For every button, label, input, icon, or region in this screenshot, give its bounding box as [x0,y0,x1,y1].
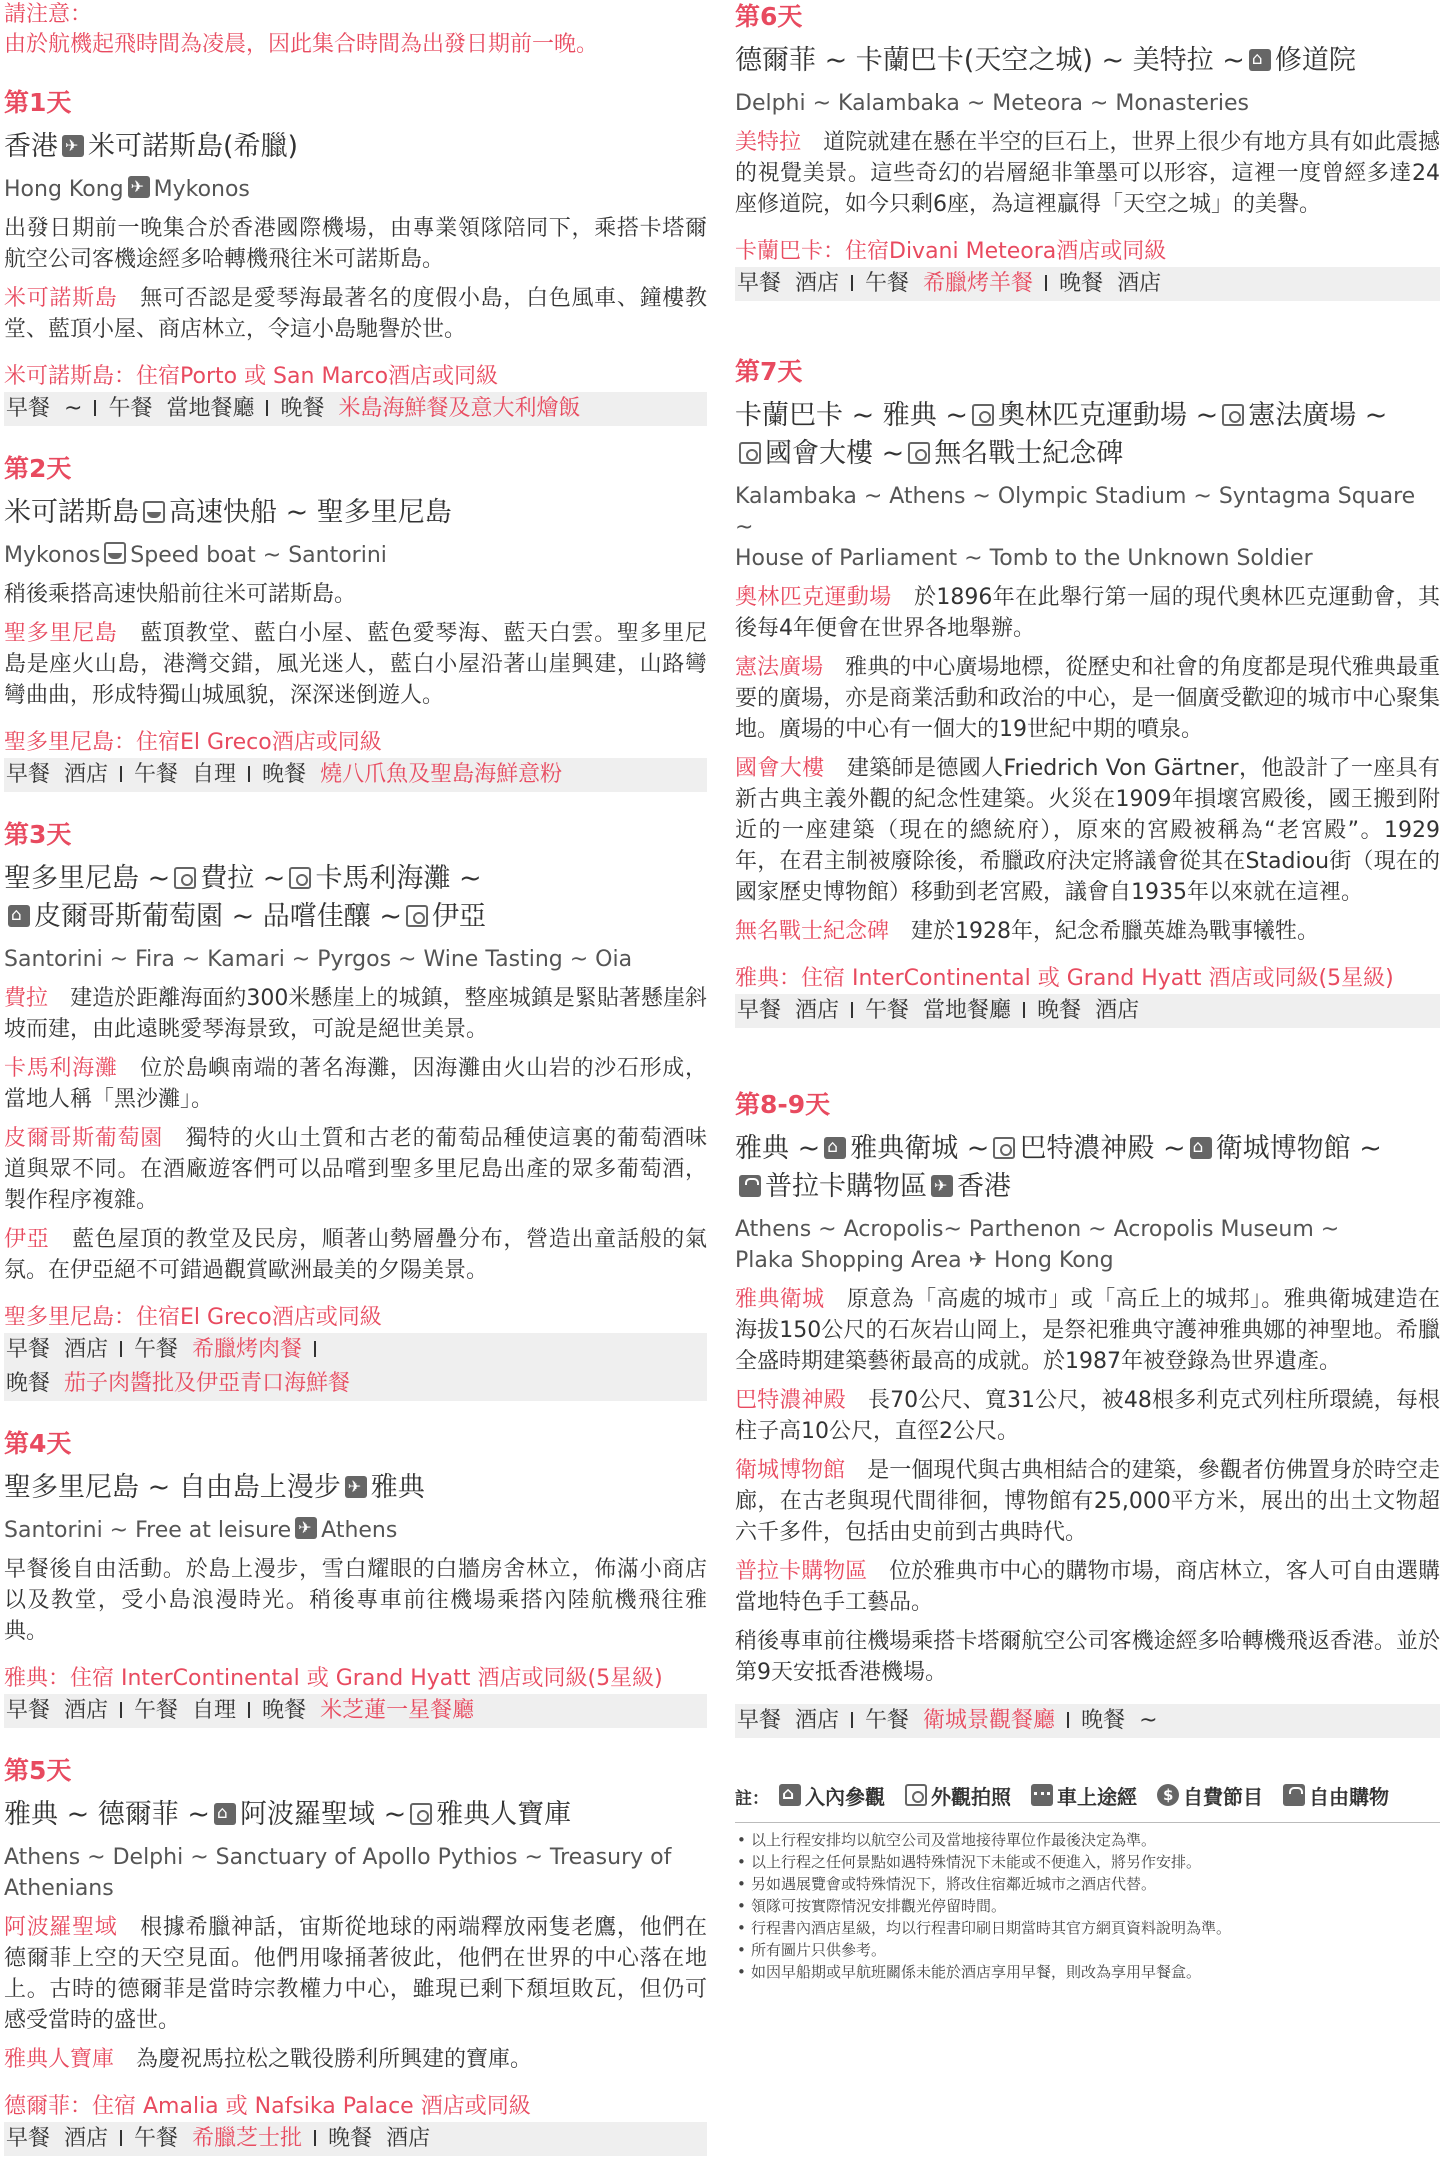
paragraph-text: 位於島嶼南端的著名海灘，因海灘由火山岩的沙石形成，當地人稱「黑沙灘」。 [4,1056,707,1112]
paragraph-text: 稍後專車前往機場乘搭卡塔爾航空公司客機途經多哈轉機飛返香港。並於第9天安抵香港機場。 [735,1629,1440,1685]
day-title: 第7天 [735,357,803,386]
meal-bar [4,392,707,426]
route-segment: Santorini ~ Free at leisure [4,1518,292,1543]
day-7-section [735,355,1440,1028]
route-segment: 米可諾斯島(希臘) [88,131,299,162]
hotel-info: 雅典：住宿 InterContinental 或 Grand Hyatt 酒店或同級(5星級) [4,1666,663,1691]
meal-value: ~ [1139,1708,1158,1733]
meal-separator [851,275,853,291]
route-segment: 雅典 [370,1472,425,1503]
meal-separator [266,400,268,416]
paragraph-text: 長70公尺、寬31公尺，被48根多利克式列柱所環繞，每根柱子高10公尺，直徑2公尺。 [735,1388,1440,1444]
route-segment: 伊亞 [432,901,486,932]
meal-value: 酒店 [795,1708,840,1733]
day-title: 第8-9天 [735,1090,831,1119]
meal-value: 酒店 [64,1337,109,1362]
plane-icon [62,135,84,157]
place-highlight: 無名戰士紀念碑 [735,919,890,944]
meal-value: 酒店 [64,2126,109,2151]
house-icon [8,905,30,927]
day-8-9-section [735,1088,1440,1738]
note-item: • 另如遇展覽會或特殊情況下，將改住宿鄰近城市之酒店代替。 [735,1873,1440,1895]
bag-icon [739,1175,761,1197]
place-highlight: 雅典衛城 [735,1287,825,1312]
camera-icon [739,442,761,464]
legend [735,1782,1440,1814]
day-3-section [4,818,707,1401]
meal-value: 自理 [192,762,237,787]
paragraph-text: 建築師是德國人Friedrich Von Gärtner，他設計了一座具有新古典主義外觀的紀念性建築。火災在1909年損壞宮殿後，國王搬到附近的一座建築（現在的總統府），原來的宮殿被稱為“老宮殿”。1929年，在君主制被廢除後，希臘政府決定將議會從其在Stadiou街（現在的國家歷史博物館）移動到老宮殿，議會自1935年以來就在這裡。 [735,756,1440,905]
description-paragraph [4,1053,707,1115]
day-2-section [4,452,707,792]
meal-label: 早餐 [6,396,51,421]
paragraph-text: 藍色屋頂的教堂及民房，順著山勢層疊分布，營造出童話般的氣氛。在伊亞絕不可錯過觀賞歐洲最美的夕陽美景。 [4,1227,707,1283]
route-en-line [4,944,707,975]
hotel-info: 米可諾斯島：住宿Porto 或 San Marco酒店或同級 [4,364,499,389]
camera-icon [993,1137,1015,1159]
route-segment: Santorini ~ Fira ~ Kamari ~ Pyrgos ~ Wine Tasting ~ Oia [4,947,633,972]
note-item: • 以上行程安排均以航空公司及當地接待單位作最後決定為準。 [735,1829,1440,1851]
hotel-info: 聖多里尼島：住宿El Greco酒店或同級 [4,1305,382,1330]
boat-icon [104,542,126,564]
meal-separator [1067,1712,1069,1728]
meal-value: 當地餐廳 [166,396,255,421]
route-en-line: House of Parliament ~ Tomb to the Unknown Soldier [735,546,1313,571]
paragraph-text: 道院就建在懸在半空的巨石上，世界上很少有地方具有如此震撼的視覺美景。這些奇幻的岩層絕非筆墨可以形容，這裡一度曾經多達24座修道院，如今只剩6座，為這裡贏得「天空之城」的美譽。 [735,130,1440,217]
route-zh-line [4,860,707,898]
meal-label: 早餐 [6,1337,51,1362]
route-segment: 阿波羅聖域 ~ [240,1799,407,1830]
description-paragraph [735,916,1440,947]
meal-separator [248,1702,250,1718]
description-paragraph [735,1385,1440,1447]
legend-item [1279,1785,1389,1809]
place-highlight: 費拉 [4,986,49,1011]
meal-value: 當地餐廳 [923,998,1012,1023]
meal-value: 酒店 [64,1698,109,1723]
meal-label: 早餐 [6,1698,51,1723]
route-segment: Speed boat ~ Santorini [130,543,387,568]
day-6-section [735,0,1440,301]
meal-separator [1045,275,1047,291]
plane-icon [295,1517,317,1539]
meal-label: 晚餐 [262,1698,307,1723]
paragraph-text: 根據希臘神話，宙斯從地球的兩端釋放兩隻老鷹，他們在德爾菲上空的天空見面。他們用喙捅著彼此，他們在世界的中心落在地上。古時的德爾菲是當時宗教權力中心，雖現已剩下頹垣敗瓦，但仍可感受當時的盛世。 [4,1915,707,2033]
place-highlight: 衛城博物館 [735,1458,846,1483]
bag-icon [1283,1784,1305,1806]
boat-icon [143,501,165,523]
place-highlight: 巴特濃神殿 [735,1388,846,1413]
route-en-line [4,1515,707,1546]
route-segment: 衛城博物館 ~ [1215,1133,1382,1164]
paragraph-text: 位於雅典市中心的購物市場，商店林立，客人可自由選購當地特色手工藝品。 [735,1559,1440,1615]
place-highlight: 普拉卡購物區 [735,1559,868,1584]
route-segment: 無名戰士紀念碑 [934,438,1124,469]
meal-label: 早餐 [6,762,51,787]
meal-label: 晚餐 [262,762,307,787]
meal-value: 酒店 [795,998,840,1023]
route-en-line: Plaka Shopping Area ✈ Hong Kong [735,1248,1114,1273]
legend-item [901,1785,1011,1809]
paragraph-text: 於1896年在此舉行第一屆的現代奧林匹克運動會，其後每4年便會在世界各地舉辦。 [735,585,1440,641]
legend-item [775,1785,885,1809]
paragraph-text: 無可否認是愛琴海最著名的度假小島，白色風車、鐘樓教堂、藍頂小屋、商店林立，令這小島馳譽於世。 [4,286,707,342]
place-highlight: 奧林匹克運動場 [735,585,892,610]
paragraph-text: 出發日期前一晚集合於香港國際機場，由專業領隊陪同下，乘搭卡塔爾航空公司客機途經多哈轉機飛往米可諾斯島。 [4,216,707,272]
place-highlight: 聖多里尼島 [4,621,118,646]
description-paragraph [735,127,1440,220]
place-highlight: 阿波羅聖域 [4,1915,118,1940]
meal-separator [120,1702,122,1718]
meal-label: 午餐 [134,2126,179,2151]
house-icon [1190,1137,1212,1159]
notice-label: 請注意： [4,2,93,27]
meal-value: 酒店 [1095,998,1140,1023]
route-segment: 聖多里尼島 ~ 自由島上漫步 [4,1472,341,1503]
meal-label: 午餐 [865,271,910,296]
hotel-info: 德爾菲：住宿 Amalia 或 Nafsika Palace 酒店或同級 [4,2094,531,2119]
day-5-section [4,1754,707,2156]
description-paragraph [735,753,1440,908]
legend-text: 入內參觀 [805,1785,885,1809]
meal-value: ~ [64,396,83,421]
route-en-line [4,174,707,205]
meal-bar [735,267,1440,301]
meal-label: 早餐 [737,1708,782,1733]
meal-separator [851,1712,853,1728]
route-en-line [4,540,707,571]
meal-value: 酒店 [386,2126,431,2151]
day-title: 第2天 [4,454,72,483]
meal-label: 晚餐 [1081,1708,1126,1733]
hotel-info: 雅典：住宿 InterContinental 或 Grand Hyatt 酒店或同級(5星級) [735,966,1394,991]
day-1-section [4,86,707,426]
meal-bar [4,1333,707,1367]
hotel-info: 卡蘭巴卡：住宿Divani Meteora酒店或同級 [735,239,1167,264]
route-zh-line [735,42,1440,80]
meal-bar [4,1694,707,1728]
legend-text: 外觀拍照 [931,1785,1011,1809]
day-title: 第1天 [4,88,72,117]
paragraph-text: 雅典的中心廣場地標，從歷史和社會的角度都是現代雅典最重要的廣場，亦是商業活動和政治的中心，是一個廣受歡迎的城市中心聚集地。廣場的中心有一個大的19世紀中期的噴泉。 [735,655,1440,742]
paragraph-text: 為慶祝馬拉松之戰役勝利所興建的寶庫。 [114,2047,533,2072]
meal-separator [314,1341,316,1357]
route-segment: 雅典衛城 ~ [850,1133,990,1164]
route-segment: 皮爾哥斯葡萄園 ~ 品嚐佳釀 ~ [34,901,402,932]
route-zh-line [4,1469,707,1507]
route-segment: 國會大樓 ~ [765,438,905,469]
route-segment: Mykonos [153,177,250,202]
paragraph-text: 獨特的火山土質和古老的葡萄品種使這裏的葡萄酒味道與眾不同。在酒廠遊客們可以品嚐到聖多里尼島出產的眾多葡萄酒，製作程序複雜。 [4,1126,707,1213]
legend-label: 註： [735,1789,769,1809]
route-zh-line [4,898,707,936]
route-en-line: Kalambaka ~ Athens ~ Olympic Stadium ~ Syntagma Square ~ [735,484,1416,540]
description-paragraph [735,582,1440,644]
meal-label: 晚餐 [280,396,325,421]
paragraph-text: 建於1928年，紀念希臘英雄為戰事犧牲。 [889,919,1320,944]
camera-icon [972,404,994,426]
route-segment: 雅典 ~ 德爾菲 ~ [4,1799,210,1830]
description-paragraph [4,1912,707,2036]
description-paragraph [4,1554,707,1647]
legend-item [1153,1785,1263,1809]
paragraph-text: 藍頂教堂、藍白小屋、藍色愛琴海、藍天白雲。聖多里尼島是座火山島，港灣交錯，風光迷人，藍白小屋沿著山崖興建，山路彎彎曲曲，形成特獨山城風貌，深深迷倒遊人。 [4,621,707,708]
description-paragraph [735,1626,1440,1688]
meal-value: 燒八爪魚及聖島海鮮意粉 [320,762,563,787]
camera-icon [1222,404,1244,426]
meal-value: 希臘芝士批 [192,2126,303,2151]
meal-label: 早餐 [737,271,782,296]
description-paragraph [4,1224,707,1286]
description-paragraph [735,652,1440,745]
place-highlight: 憲法廣場 [735,655,824,680]
route-segment: 米可諾斯島 [4,497,139,528]
route-segment: 雅典 ~ [735,1133,821,1164]
hotel-info: 聖多里尼島：住宿El Greco酒店或同級 [4,730,382,755]
day-title: 第4天 [4,1429,72,1458]
meal-separator [120,1341,122,1357]
meal-separator [94,400,96,416]
camera-icon [410,1803,432,1825]
meal-label: 晚餐 [1037,998,1082,1023]
meal-value: 米島海鮮餐及意大利燴飯 [338,396,581,421]
description-paragraph [4,579,707,610]
description-paragraph [4,618,707,711]
description-paragraph [4,283,707,345]
route-segment: 香港 [957,1171,1011,1202]
dollar-icon [1157,1784,1179,1806]
description-paragraph [4,1123,707,1216]
route-segment: 修道院 [1274,45,1356,76]
meal-label: 午餐 [108,396,153,421]
route-segment: 德爾菲 ~ 卡蘭巴卡(天空之城) ~ 美特拉 ~ [735,45,1245,76]
legend-text: 自費節目 [1183,1785,1263,1809]
camera-icon [908,442,930,464]
route-segment: 費拉 ~ [200,863,286,894]
route-segment: 憲法廣場 ~ [1248,400,1388,431]
notice-text: 由於航機起飛時間為凌晨，因此集合時間為出發日期前一晚。 [4,32,599,57]
left-column [4,0,707,2156]
meal-value: 酒店 [64,762,109,787]
plane-icon [931,1175,953,1197]
note-item: • 以上行程之任何景點如遇特殊情況下未能或不便進入，將另作安排。 [735,1851,1440,1873]
notes-list [735,1822,1440,1983]
meal-bar [735,1704,1440,1738]
meal-value: 茄子肉醬批及伊亞青口海鮮餐 [64,1371,351,1396]
meal-label: 午餐 [865,1708,910,1733]
place-highlight: 美特拉 [735,130,802,155]
meal-value: 酒店 [795,271,840,296]
camera-icon [289,867,311,889]
description-paragraph [4,983,707,1045]
description-paragraph [735,1556,1440,1618]
meal-value: 希臘烤肉餐 [192,1337,303,1362]
route-segment: Delphi ~ Kalambaka ~ Meteora ~ Monasteries [735,91,1250,116]
house-icon [214,1803,236,1825]
meal-value: 米芝蓮一星餐廳 [320,1698,475,1723]
route-zh-line [4,494,707,532]
description-paragraph [4,213,707,275]
route-segment: Athens [321,1518,398,1543]
meal-separator [314,2130,316,2146]
meal-separator [851,1002,853,1018]
meal-bar [735,994,1440,1028]
route-zh-line [735,1130,1440,1168]
place-highlight: 國會大樓 [735,756,825,781]
route-segment: Hong Kong [4,177,124,202]
meal-bar [4,1367,707,1401]
route-segment: 雅典人寶庫 [436,1799,572,1830]
route-zh-line [4,128,707,166]
route-zh-line [735,1168,1440,1206]
bus-icon [1031,1784,1053,1806]
route-segment: Athens ~ Delphi ~ Sanctuary of Apollo Pythios ~ Treasury of Athenians [4,1845,672,1901]
paragraph-text: 是一個現代與古典相結合的建築，參觀者仿佛置身於時空走廊，在古老與現代間徘徊，博物館有25,000平方米，展出的出土文物超六千多件，包括由史前到古典時代。 [735,1458,1440,1545]
place-highlight: 伊亞 [4,1227,50,1252]
route-en-line [735,88,1440,119]
route-segment: 卡馬利海灘 ~ [315,863,482,894]
meal-label: 晚餐 [6,1371,51,1396]
day-4-section [4,1427,707,1728]
note-item: • 領隊可按實際情況安排觀光停留時間。 [735,1895,1440,1917]
route-segment: 高速快船 ~ 聖多里尼島 [169,497,452,528]
day-title: 第6天 [735,2,803,31]
route-en-line [4,1842,707,1904]
legend-text: 車上途經 [1057,1785,1137,1809]
paragraph-text: 早餐後自由活動。於島上漫步，雪白耀眼的白牆房舍林立，佈滿小商店以及教堂，受小島浪漫時光。稍後專車前往機場乘搭內陸航機飛往雅典。 [4,1557,707,1644]
description-paragraph [735,1284,1440,1377]
meal-bar [4,2122,707,2156]
description-paragraph [735,1455,1440,1548]
route-segment: 奧林匹克運動場 ~ [998,400,1219,431]
house-icon [1249,49,1271,71]
meal-label: 午餐 [134,762,179,787]
meal-value: 酒店 [1117,271,1162,296]
route-zh-line [735,435,1440,473]
camera-icon [406,905,428,927]
meal-separator [120,766,122,782]
meal-value: 衛城景觀餐廳 [923,1708,1056,1733]
note-item: • 所有圖片只供參考。 [735,1939,1440,1961]
route-segment: 聖多里尼島 ~ [4,863,171,894]
route-segment: Mykonos [4,543,101,568]
meal-label: 午餐 [134,1337,179,1362]
description-paragraph [4,2044,707,2075]
meal-label: 午餐 [134,1698,179,1723]
camera-icon [905,1784,927,1806]
meal-bar [4,758,707,792]
note-item: • 行程書內酒店星級，均以行程書印刷日期當時其官方網頁資料說明為準。 [735,1917,1440,1939]
meal-label: 早餐 [737,998,782,1023]
route-segment: 普拉卡購物區 [765,1171,927,1202]
route-segment: 卡蘭巴卡 ~ 雅典 ~ [735,400,968,431]
place-highlight: 卡馬利海灘 [4,1056,118,1081]
meal-label: 早餐 [6,2126,51,2151]
meal-label: 午餐 [865,998,910,1023]
meal-value: 希臘烤羊餐 [923,271,1034,296]
house-icon [824,1137,846,1159]
route-segment: 巴特濃神殿 ~ [1019,1133,1186,1164]
meal-separator [120,2130,122,2146]
route-zh-line [4,1796,707,1834]
right-column [735,0,1440,1983]
note-item: • 如因早船期或早航班關係未能於酒店享用早餐，則改為享用早餐盒。 [735,1961,1440,1983]
day-title: 第3天 [4,820,72,849]
paragraph-text: 原意為「高處的城市」或「高丘上的城邦」。雅典衛城建造在海拔150公尺的石灰岩山岡上，是祭祀雅典守護神雅典娜的神聖地。希臘全盛時期建築藝術最高的成就。於1987年被登錄為世界遺產。 [735,1287,1440,1374]
camera-icon [174,867,196,889]
notice [4,0,707,60]
route-en-line: Athens ~ Acropolis~ Parthenon ~ Acropolis Museum ~ [735,1217,1340,1242]
route-zh-line [735,397,1440,435]
meal-label: 晚餐 [1059,271,1104,296]
place-highlight: 米可諾斯島 [4,286,118,311]
legend-item [1027,1785,1137,1809]
meal-separator [248,766,250,782]
meal-separator [1023,1002,1025,1018]
meal-label: 晚餐 [328,2126,373,2151]
plane-icon [128,176,150,198]
meal-value: 自理 [192,1698,237,1723]
legend-text: 自由購物 [1309,1785,1389,1809]
day-title: 第5天 [4,1756,72,1785]
place-highlight: 皮爾哥斯葡萄園 [4,1126,163,1151]
place-highlight: 雅典人寶庫 [4,2047,115,2072]
plane-icon [345,1476,367,1498]
route-segment: 香港 [4,131,58,162]
paragraph-text: 稍後乘搭高速快船前往米可諾斯島。 [4,582,357,607]
house-icon [779,1784,801,1806]
paragraph-text: 建造於距離海面約300米懸崖上的城鎮，整座城鎮是緊貼著懸崖斜坡而建，由此遠眺愛琴海景致，可說是絕世美景。 [4,986,707,1042]
